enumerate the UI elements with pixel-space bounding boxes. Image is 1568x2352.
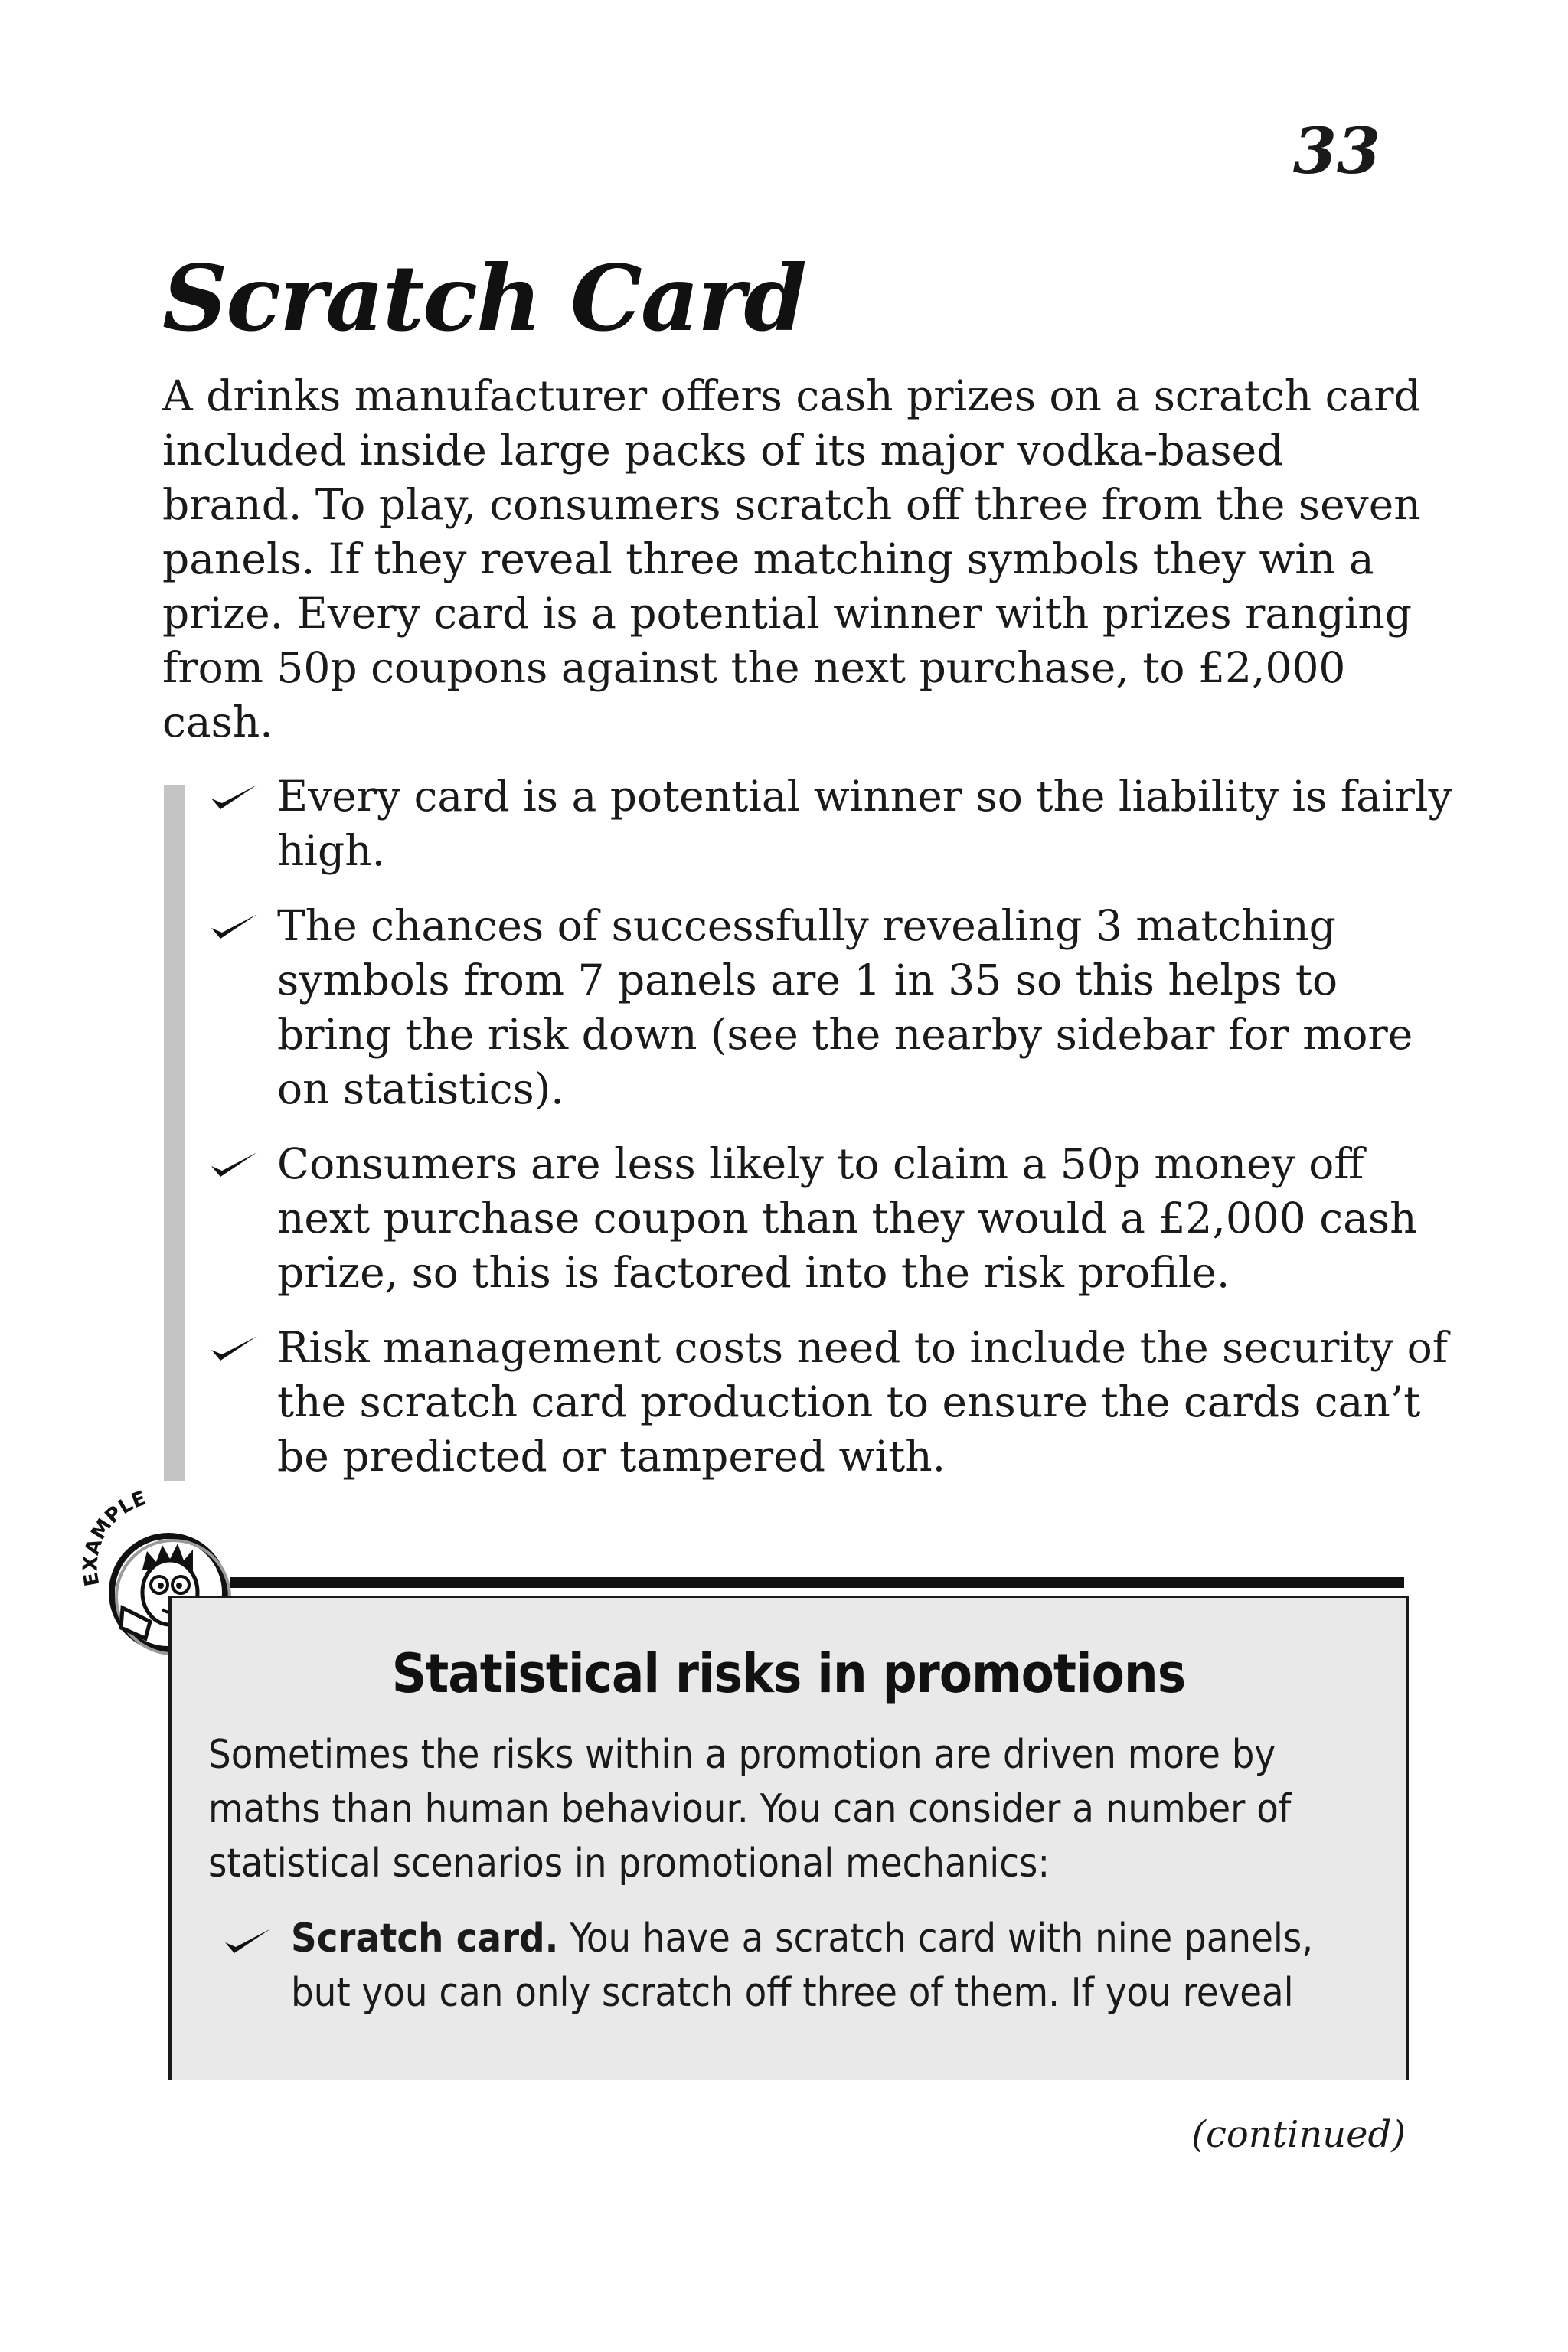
bullet-text: The chances of successfully revealing 3 matching symbols from 7 panels are 1 in 35 so this helps to bring the risk down (see the nearby sidebar for more on statistics). [277, 901, 1413, 1113]
bullet-text: Risk management costs need to include the security of the scratch card production to ensure the cards can’t be predicted or tampered with. [277, 1323, 1449, 1481]
continued-note: (continued) [1191, 2113, 1406, 2156]
bullet-text: Every card is a potential winner so the liability is fairly high. [277, 772, 1452, 875]
sidebar-box [168, 1596, 1409, 2080]
list-item [201, 1321, 1456, 1484]
bullet-text: Consumers are less likely to claim a 50p money off next purchase coupon than they would a £2,000 cash prize, so this is factored into the risk profile. [277, 1139, 1417, 1297]
section-title: Scratch Card [162, 245, 805, 351]
sidebar-bullet-text: You have a scratch card with nine panels, but you can only scratch off three of them. If you reveal [291, 1916, 1314, 2016]
sidebar-top-rule [230, 1577, 1404, 1588]
list-item [201, 769, 1456, 878]
checkmark-icon [210, 1333, 259, 1364]
example-label: EXAMPLE [79, 1487, 149, 1589]
sidebar-list-item [208, 1912, 1380, 2020]
checkmark-icon [224, 1926, 273, 1956]
sidebar-intro: Sometimes the risks within a promotion are driven more by maths than human behaviour. You can consider a number of statistical scenarios in promotional mechanics: [208, 1732, 1292, 1886]
intro-paragraph: A drinks manufacturer offers cash prizes on a scratch card included inside large packs of its major vodka-based brand. To play, consumers scratch off three from the seven panels. If they reveal three matching symbols they win a prize. Every card is a potential winner with prizes ranging from 50p coupons against the next purchase, to £2,000 cash. [162, 371, 1421, 746]
sidebar-bullet-lead: Scratch card. [291, 1916, 559, 1962]
checkmark-icon [210, 911, 259, 942]
checkmark-icon [210, 1149, 259, 1180]
page-number: 33 [1292, 115, 1380, 188]
list-item [201, 899, 1456, 1116]
checkmark-icon [210, 782, 259, 812]
example-margin-bar [164, 785, 185, 1481]
sidebar-title: Statistical risks in promotions [391, 1642, 1186, 1705]
list-item [201, 1137, 1456, 1300]
bullet-list [201, 769, 1456, 1504]
